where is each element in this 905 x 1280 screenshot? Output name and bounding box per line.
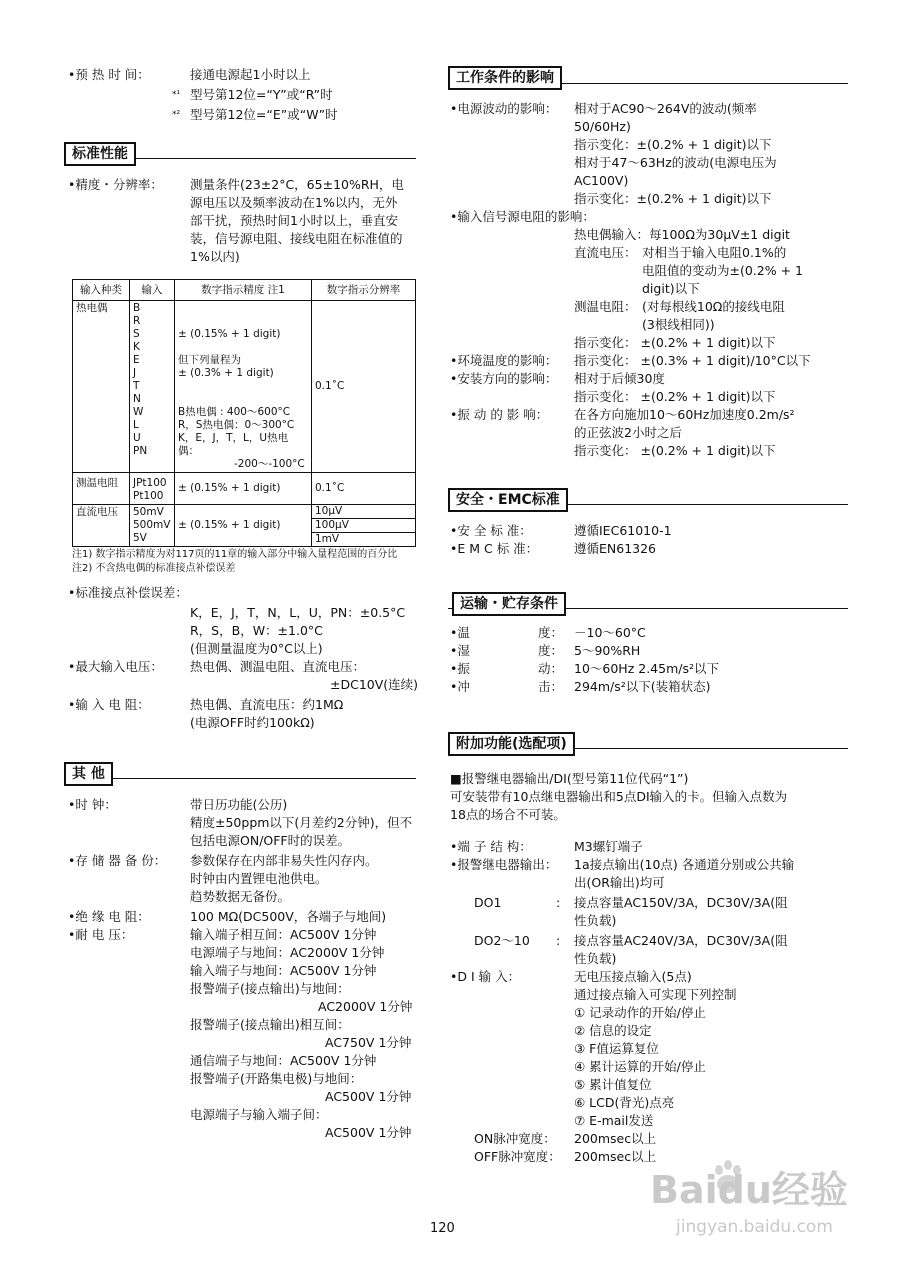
section-title-safety: 安全・EMC标准 — [448, 488, 568, 512]
do2-line: 性负载) — [574, 951, 617, 966]
table-cell-resolution: 0.1˚C — [312, 301, 416, 473]
mount-label: •安装方向的影响： — [450, 371, 558, 386]
accuracy-label: •精度・分辨率： — [68, 177, 163, 192]
table-cell-inputs — [130, 301, 175, 473]
preheat-note1: 型号第12位=“Y”或“R”时 — [190, 87, 333, 102]
accuracy-text: R，S热电偶：0～300°C — [178, 419, 295, 431]
accuracy-text: B热电偶 : 400～600°C — [178, 406, 291, 418]
relay-line: 1a接点输出(10点) 各通道分别或公共输 — [574, 857, 795, 872]
watermark-url: jingyan.baidu.com — [676, 1217, 833, 1237]
di-function: ⑦ E-mail发送 — [574, 1113, 654, 1128]
withstand-label: •耐 电 压： — [68, 927, 134, 942]
input-item: N — [133, 393, 141, 405]
storage-label: •湿 — [450, 643, 470, 658]
psu-line: 指示变化：±(0.2% + 1 digit)以下 — [574, 137, 772, 152]
input-item: T — [133, 380, 140, 392]
table-header-cell: 输入 — [130, 280, 175, 301]
storage-value: 294m/s²以下(装箱状态) — [574, 679, 711, 694]
di-function: ④ 累计运算的开始/停止 — [574, 1059, 706, 1074]
storage-label: 动： — [538, 661, 564, 676]
rtd-src-label: 测温电阻： — [574, 299, 637, 314]
accuracy-text: K，E，J，T，L，U热电偶： — [178, 432, 289, 457]
insulation-value: 100 MΩ(DC500V，各端子与地间) — [190, 909, 387, 924]
do2-label: DO2～10 — [474, 933, 530, 948]
accuracy-table — [72, 279, 416, 547]
section-title-std-perf: 标准性能 — [64, 142, 136, 166]
do1-line: 接点容量AC150V/3A，DC30V/3A(阻 — [574, 895, 788, 910]
dcv-label: 直流电压： — [574, 245, 637, 260]
accuracy-line: 1%以内) — [190, 249, 240, 264]
mount-line: 指示变化： ±(0.2% + 1 digit)以下 — [574, 389, 776, 404]
input-item: U — [133, 432, 141, 444]
psu-line: 指示变化：±(0.2% + 1 digit)以下 — [574, 191, 772, 206]
storage-value: －10～60°C — [574, 625, 646, 640]
table-row — [73, 301, 416, 473]
storage-label: 度： — [538, 625, 564, 640]
preheat-label: •预 热 时 间： — [68, 67, 150, 82]
insulation-label: •绝 缘 电 阻： — [68, 909, 150, 924]
input-item: J — [133, 367, 137, 379]
table-cell-inputs — [130, 473, 175, 505]
withstand-line: AC500V 1分钟 — [325, 1125, 412, 1140]
input-resistance-line: 热电偶、直流电压：约1MΩ — [190, 697, 344, 712]
preheat-note1-mark: *¹ — [172, 90, 181, 100]
options-intro: 可安装带有10点继电器输出和5点DI输入的卡。但输入点数为 — [450, 789, 788, 804]
accuracy-text: ± (0.3% + 1 digit) — [178, 367, 274, 379]
do1-label: DO1 — [474, 895, 502, 910]
rjc-line: K，E，J，T，N，L，U，PN：±0.5°C — [190, 605, 406, 620]
on-pulse-value: 200msec以上 — [574, 1131, 657, 1146]
table-cell-resolution: 0.1˚C — [312, 473, 416, 505]
input-item: L — [133, 419, 139, 431]
backup-line: 参数保存在内部非易失性闪存内。 — [190, 853, 378, 868]
rjc-label: •标准接点补偿误差： — [68, 585, 188, 600]
backup-line: 趋势数据无备份。 — [190, 889, 291, 904]
do2-line: 接点容量AC240V/3A，DC30V/3A(阻 — [574, 933, 788, 948]
relay-line: 出(OR输出)均可 — [574, 875, 665, 890]
withstand-line: AC500V 1分钟 — [325, 1089, 412, 1104]
input-item: PN — [133, 445, 148, 457]
storage-value: 10～60Hz 2.45m/s²以下 — [574, 661, 719, 676]
clock-line: 精度±50ppm以下(月差约2分钟)，但不 — [190, 815, 413, 830]
section-title-options: 附加功能(选配项) — [448, 732, 575, 756]
withstand-line: 输入端子相互间：AC500V 1分钟 — [190, 927, 377, 942]
tc-src-line: 热电偶输入：每100Ω为30μV±1 digit — [574, 227, 790, 242]
accuracy-line: 源电压以及频率波动在1%以内，无外 — [190, 195, 398, 210]
table-cell-type: 直流电压 — [73, 505, 130, 547]
section-title-storage: 运输・贮存条件 — [452, 592, 566, 616]
max-voltage-value: ±DC10V(连续) — [330, 677, 419, 692]
storage-label: 击： — [538, 679, 564, 694]
input-resistance-label: •输 入 电 阻： — [68, 697, 150, 712]
withstand-line: 报警端子(接点输出)相互间： — [190, 1017, 350, 1032]
clock-label: •时 钟： — [68, 797, 117, 812]
psu-line: 50/60Hz) — [574, 119, 631, 134]
input-item: 50mV — [133, 506, 164, 518]
on-pulse-label: ON脉冲宽度： — [474, 1131, 556, 1146]
colon: : — [556, 895, 561, 910]
table-cell-type: 热电偶 — [73, 301, 130, 473]
storage-label: •振 — [450, 661, 470, 676]
storage-label: 度： — [538, 643, 564, 658]
safety-value: 遵循IEC61010-1 — [574, 523, 672, 538]
backup-line: 时钟由内置锂电池供电。 — [190, 871, 328, 886]
backup-label: •存 储 器 备 份： — [68, 853, 167, 868]
input-item: S — [133, 328, 140, 340]
resolution-item: 1mV — [315, 533, 340, 545]
max-voltage-label: •最大输入电压： — [68, 659, 163, 674]
di-function: ⑥ LCD(背光)点亮 — [574, 1095, 675, 1110]
terminal-label: •端 子 结 构： — [450, 839, 532, 854]
storage-value: 5～90%RH — [574, 643, 641, 658]
input-item: R — [133, 315, 141, 327]
di-label: •D I 输 入： — [450, 969, 521, 984]
psu-line: 相对于AC90～264V的波动(频率 — [574, 101, 757, 116]
vibration-line: 的正弦波2小时之后 — [574, 425, 682, 440]
rjc-line: (但测量温度为0°C以上) — [190, 641, 323, 656]
accuracy-line: 装，信号源电阻、接线电阻在标准值的 — [190, 231, 403, 246]
input-item: Pt100 — [133, 490, 164, 502]
rtd-src-line: (对每根线10Ω的接线电阻 — [642, 299, 785, 314]
rtd-src-change: 指示变化： ±(0.2% + 1 digit)以下 — [574, 335, 776, 350]
safety-label: •安 全 标 准： — [450, 523, 532, 538]
withstand-line: 报警端子(开路集电极)与地间： — [190, 1071, 363, 1086]
withstand-line: 电源端子与地间：AC2000V 1分钟 — [190, 945, 385, 960]
dcv-line: digit)以下 — [642, 281, 700, 296]
options-heading: ■报警继电器输出/DI(型号第11位代码“1”) — [450, 771, 689, 786]
table-cell-accuracy: ± (0.15% + 1 digit) — [175, 505, 312, 547]
input-item: B — [133, 302, 141, 314]
dcv-line: 电阻值的变动为±(0.2% + 1 — [642, 263, 803, 278]
accuracy-text: ± (0.15% + 1 digit) — [178, 328, 281, 340]
accuracy-line: 部干扰，预热时间1小时以上，垂直安 — [190, 213, 398, 228]
vibration-line: 指示变化： ±(0.2% + 1 digit)以下 — [574, 443, 776, 458]
di-line: 无电压接点输入(5点) — [574, 969, 692, 984]
mount-line: 相对于后倾30度 — [574, 371, 665, 386]
resolution-item: 10μV — [312, 505, 415, 519]
accuracy-text: -200～-100°C — [234, 458, 305, 470]
options-intro: 18点的场合不可装。 — [450, 807, 566, 822]
input-item: 500mV — [133, 519, 171, 531]
withstand-line: AC750V 1分钟 — [325, 1035, 412, 1050]
storage-label: •冲 — [450, 679, 470, 694]
table-header-row — [73, 280, 416, 301]
di-function: ② 信息的设定 — [574, 1023, 652, 1038]
watermark-brand: Baidu经验 — [650, 1168, 848, 1212]
preheat-note2: 型号第12位=“E”或“W”时 — [190, 107, 338, 122]
ambient-label: •环境温度的影响： — [450, 353, 558, 368]
section-title-work: 工作条件的影响 — [448, 66, 562, 90]
rtd-src-line: (3根线相同)) — [642, 317, 715, 332]
table-cell-accuracy — [175, 301, 312, 473]
input-item: E — [133, 354, 140, 366]
dcv-line: 对相当于输入电阻0.1%的 — [642, 245, 787, 260]
withstand-line: 输入端子与地间：AC500V 1分钟 — [190, 963, 377, 978]
psu-line: 相对于47～63Hz的波动(电源电压为 — [574, 155, 777, 170]
table-cell-accuracy: ± (0.15% + 1 digit) — [175, 473, 312, 505]
section-rule — [64, 778, 416, 779]
terminal-value: M3螺钉端子 — [574, 839, 643, 854]
colon: : — [556, 933, 561, 948]
withstand-line: 报警端子(接点输出)与地间： — [190, 981, 350, 996]
withstand-line: 电源端子与输入端子间： — [190, 1107, 328, 1122]
src-res-label: •输入信号源电阻的影响： — [450, 209, 595, 224]
table-cell-inputs — [130, 505, 175, 547]
off-pulse-value: 200msec以上 — [574, 1149, 657, 1164]
storage-label: •温 — [450, 625, 470, 640]
di-function: ① 记录动作的开始/停止 — [574, 1005, 706, 1020]
emc-label: •E M C 标 准： — [450, 541, 539, 556]
input-item: K — [133, 341, 140, 353]
table-row — [73, 473, 416, 505]
input-item: JPt100 — [133, 477, 167, 489]
accuracy-line: 测量条件(23±2°C，65±10%RH，电 — [190, 177, 404, 192]
emc-value: 遵循EN61326 — [574, 541, 657, 556]
psu-line: AC100V) — [574, 173, 629, 188]
table-header-cell: 数字指示精度 注1 — [175, 280, 312, 301]
table-cell-resolution — [312, 505, 416, 547]
ambient-value: 指示变化： ±(0.3% + 1 digit)/10°C以下 — [574, 353, 811, 368]
preheat-note2-mark: *² — [172, 110, 181, 120]
table-note: 注2) 不含热电偶的标准接点补偿误差 — [72, 563, 236, 574]
di-function: ⑤ 累计值复位 — [574, 1077, 652, 1092]
input-resistance-line: (电源OFF时约100kΩ) — [190, 715, 315, 730]
table-header-cell: 数字指示分辨率 — [312, 280, 416, 301]
table-cell-type: 测温电阻 — [73, 473, 130, 505]
page-number: 120 — [430, 1221, 455, 1236]
input-item: 5V — [133, 532, 147, 544]
psu-label: •电源波动的影响： — [450, 101, 558, 116]
rjc-line: R，S，B，W：±1.0°C — [190, 623, 323, 638]
resolution-item: 100μV — [312, 519, 415, 533]
table-note: 注1) 数字指示精度为对117页的11章的输入部分中输入量程范围的百分比 — [72, 549, 398, 560]
max-voltage-value: 热电偶、测温电阻、直流电压： — [190, 659, 366, 674]
table-header-cell: 输入种类 — [73, 280, 130, 301]
vibration-line: 在各方向施加10～60Hz加速度0.2m/s² — [574, 407, 795, 422]
vibration-label: •振 动 的 影 响： — [450, 407, 549, 422]
clock-line: 包括电源ON/OFF时的误差。 — [190, 833, 351, 848]
relay-label: •报警继电器输出： — [450, 857, 558, 872]
withstand-line: AC2000V 1分钟 — [318, 999, 413, 1014]
preheat-value: 接通电源起1小时以上 — [190, 67, 311, 82]
input-item: W — [133, 406, 144, 418]
withstand-line: 通信端子与地间：AC500V 1分钟 — [190, 1053, 377, 1068]
clock-line: 带日历功能(公历) — [190, 797, 288, 812]
do1-line: 性负载) — [574, 913, 617, 928]
di-function: ③ F值运算复位 — [574, 1041, 659, 1056]
accuracy-text: 但下列量程为 — [178, 354, 241, 366]
section-title-other: 其 他 — [64, 762, 113, 786]
di-line: 通过接点输入可实现下列控制 — [574, 987, 737, 1002]
table-row — [73, 505, 416, 547]
off-pulse-label: OFF脉冲宽度： — [474, 1149, 561, 1164]
